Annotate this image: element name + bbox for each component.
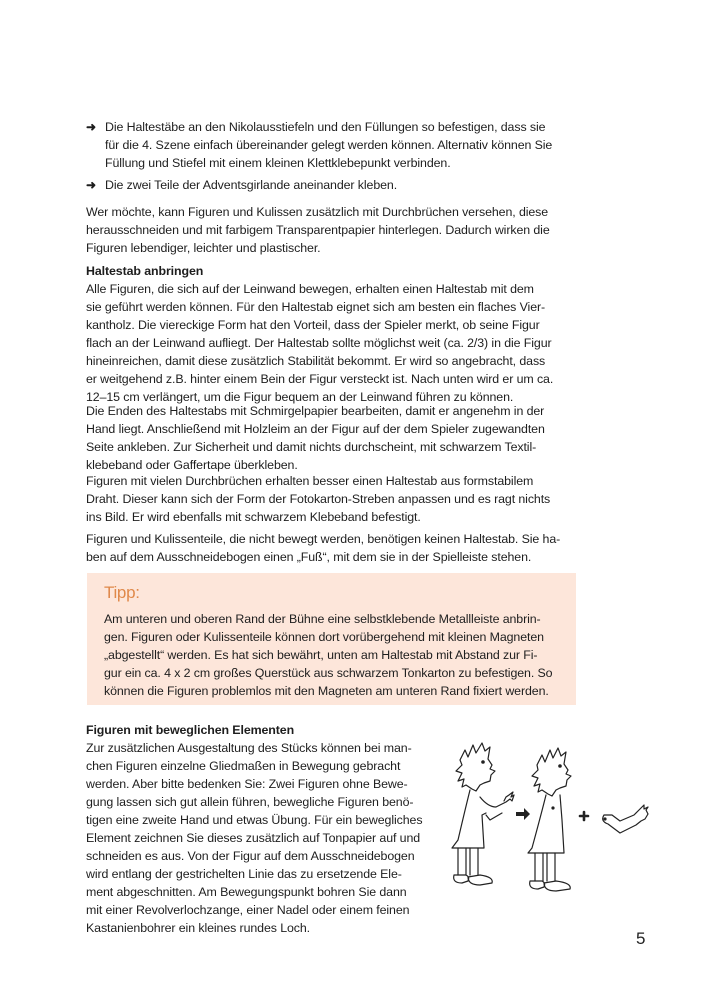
arrow-right-icon: ➜ — [86, 120, 96, 134]
arm-piece-icon — [603, 805, 648, 833]
text-line: „abgestellt“ werden. Es hat sich bewährt, unten am Haltestab mit Abstand zur Fi- — [104, 648, 538, 662]
arrow-right-icon — [516, 808, 530, 820]
text-line: gung lassen sich gut allein führen, bewegliche Figuren benö- — [86, 795, 414, 809]
tip-box — [87, 573, 576, 705]
text-line: Seite ankleben. Zur Sicherheit und damit nichts durchscheint, mit schwarzem Textil- — [86, 440, 537, 454]
page-number: 5 — [636, 929, 646, 948]
text-line: wird entlang der gestrichelten Linie das zu ersetzende Ele- — [86, 867, 402, 881]
figure-without-arm-icon — [528, 748, 571, 891]
intro-paragraph — [86, 203, 578, 257]
text-line: Figuren und Kulissenteile, die nicht bewegt werden, benötigen keinen Haltestab. Sie ha- — [86, 532, 561, 546]
text-line: Wer möchte, kann Figuren und Kulissen zusätzlich mit Durchbrüchen versehen, diese — [86, 205, 549, 219]
paragraph — [86, 472, 578, 526]
tip-title: Tipp: — [104, 583, 140, 602]
text-line: mit einer Revolverlochzange, einer Nadel oder einem feinen — [86, 903, 410, 917]
text-line: herausschneiden und mit farbigem Transparentpapier hinterlegen. Dadurch wirken die — [86, 223, 550, 237]
paragraph — [86, 402, 578, 474]
text-line: er weitgehend z.B. hinter einem Bein der Figur versteckt ist. Nach unten wird er um ca. — [86, 372, 554, 386]
text-line: werden. Aber bitte bedenken Sie: Zwei Figuren ohne Bewe- — [86, 777, 408, 791]
bullet-line: Füllung und Stiefel mit einem kleinen Klettklebepunkt verbinden. — [105, 156, 451, 170]
text-line: klebeband oder Gaffertape überkleben. — [86, 458, 298, 472]
text-line: schneiden es aus. Von der Figur auf dem Ausschneidebogen — [86, 849, 415, 863]
bullet-item — [86, 118, 576, 172]
text-line: gur ein ca. 4 x 2 cm großes Querstück aus schwarzem Tonkarton zu befestigen. So — [104, 666, 553, 680]
figure-with-arm-icon — [452, 743, 514, 885]
text-line: Kastanienbohrer ein kleines rundes Loch. — [86, 921, 310, 935]
paragraph — [86, 280, 578, 406]
text-line: können die Figuren problemlos mit den Magneten am unteren Rand fixiert werden. — [104, 684, 549, 698]
section-heading: Haltestab anbringen — [86, 264, 204, 278]
text-line: Alle Figuren, die sich auf der Leinwand bewegen, erhalten einen Haltestab mit dem — [86, 282, 534, 296]
text-line: Am unteren und oberen Rand der Bühne eine selbstklebende Metallleiste anbrin- — [104, 612, 541, 626]
text-line: Figuren lebendiger, leichter und plastischer. — [86, 241, 321, 255]
text-line: tigen eine zweite Hand und etwas Übung. Für ein bewegliches — [86, 813, 423, 827]
text-line: ben auf dem Ausschneidebogen einen „Fuß“, mit dem sie in der Spielleiste stehen. — [86, 550, 532, 564]
section-haltestab — [86, 262, 578, 406]
text-line: Figuren mit vielen Durchbrüchen erhalten besser einen Haltestab aus formstabilem — [86, 474, 534, 488]
plus-icon — [580, 812, 588, 820]
text-line: flach an der Leinwand aufliegt. Der Haltestab sollte möglichst weit (ca. 2/3) in die Figur — [86, 336, 552, 350]
bullet-item — [86, 176, 576, 194]
text-line: Hand liegt. Anschließend mit Holzleim an der Figur auf der dem Spieler zugewandten — [86, 422, 545, 436]
text-line: hineinreichen, damit diese zusätzlich Stabilität bekommt. Er wird so angebracht, dass — [86, 354, 546, 368]
text-line: ment abgeschnitten. Am Bewegungspunkt bohren Sie dann — [86, 885, 407, 899]
text-line: Zur zusätzlichen Ausgestaltung des Stücks können bei man- — [86, 741, 412, 755]
bullet-line: Die Haltestäbe an den Nikolausstiefeln und den Füllungen so befestigen, dass sie — [105, 120, 546, 134]
text-line: Element zeichnen Sie dieses zusätzlich auf Tonpapier auf und — [86, 831, 421, 845]
text-line: gen. Figuren oder Kulissenteile können dort vorübergehend mit kleinen Magneten — [104, 630, 544, 644]
figure-illustration — [440, 735, 665, 925]
section-beweglich — [86, 721, 431, 937]
text-line: 12–15 cm verlängert, um die Figur bequem an der Leinwand führen zu können. — [86, 390, 514, 404]
tip-body — [104, 610, 566, 700]
arrow-right-icon: ➜ — [86, 178, 96, 192]
text-line: Draht. Dieser kann sich der Form der Fotokarton-Streben anpassen und es ragt nichts — [86, 492, 551, 506]
text-line: ins Bild. Er wird ebenfalls mit schwarzem Klebeband befestigt. — [86, 510, 421, 524]
text-line: chen Figuren einzelne Gliedmaßen in Bewegung gebracht — [86, 759, 401, 773]
bullet-line: für die 4. Szene einfach übereinander gelegt werden können. Alternativ können Sie — [105, 138, 553, 152]
paragraph — [86, 530, 578, 566]
bullet-line: Die zwei Teile der Adventsgirlande aneinander kleben. — [105, 178, 398, 192]
section-heading: Figuren mit beweglichen Elementen — [86, 723, 295, 737]
text-line: kantholz. Die viereckige Form hat den Vorteil, dass der Spieler merkt, ob seine Figur — [86, 318, 540, 332]
text-line: sie geführt werden können. Für den Haltestab eignet sich am besten ein flaches Vier- — [86, 300, 546, 314]
text-line: Die Enden des Haltestabs mit Schmirgelpapier bearbeiten, damit er angenehm in der — [86, 404, 545, 418]
